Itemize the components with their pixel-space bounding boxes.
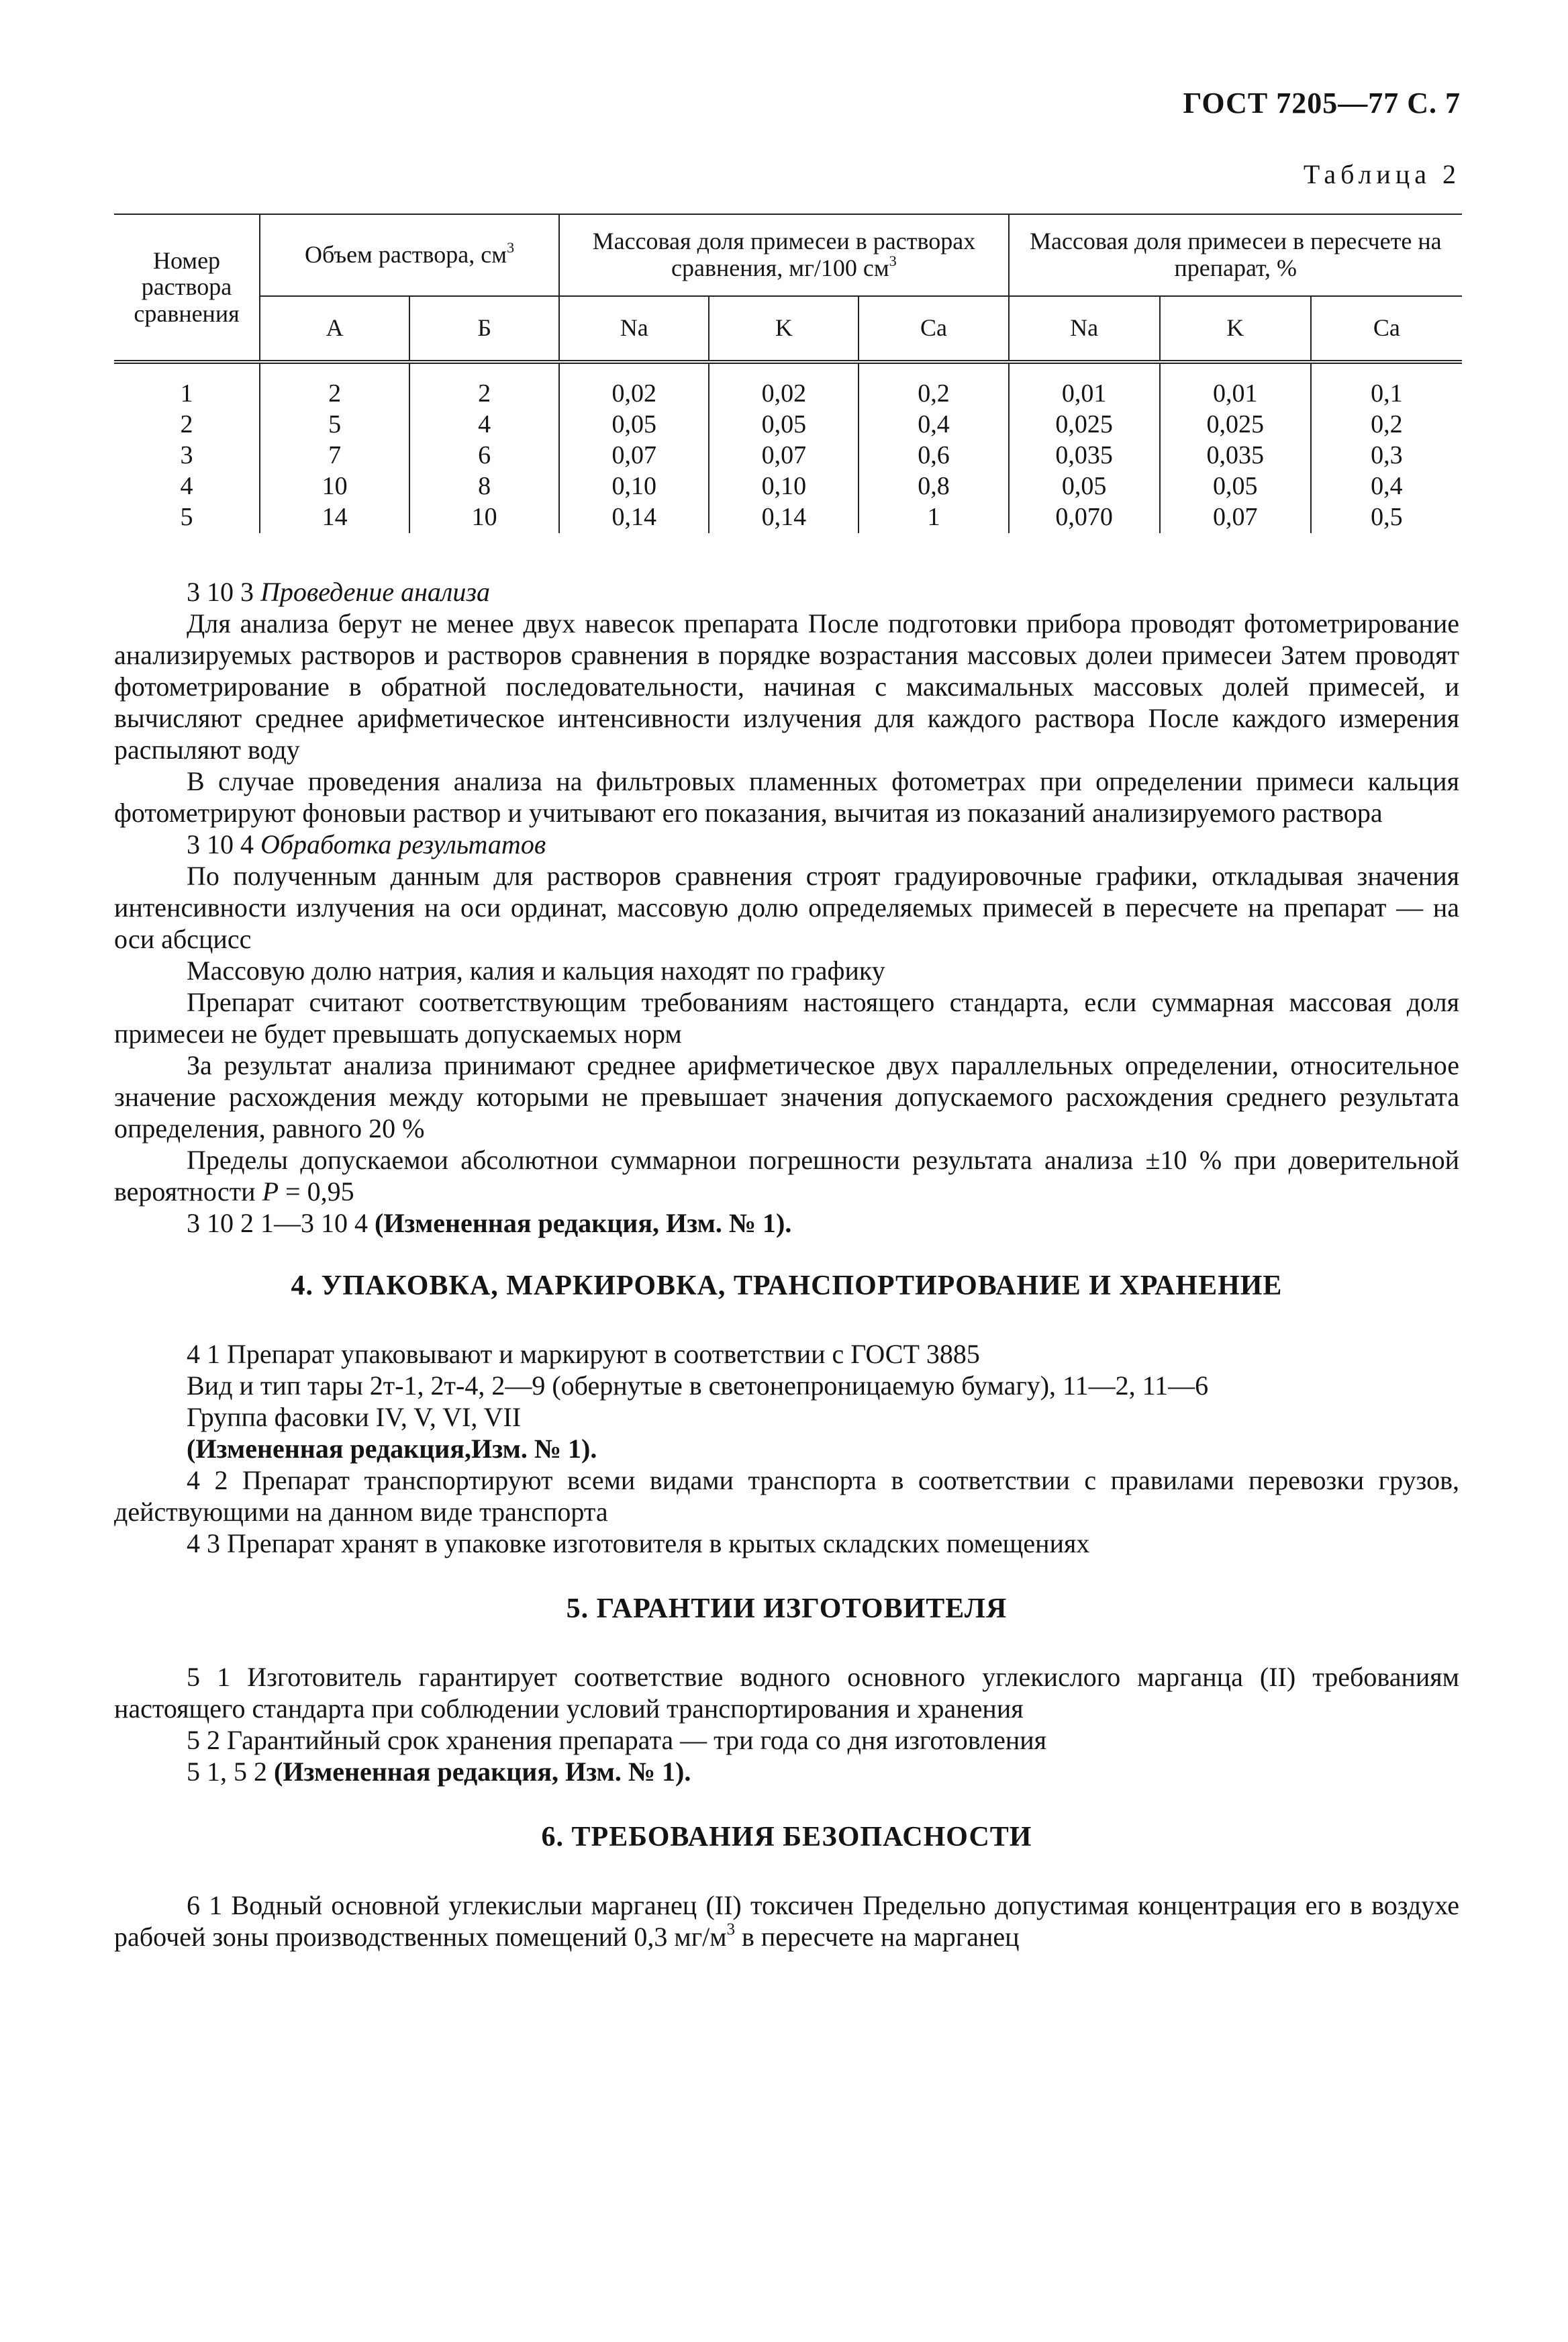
paragraph: 5 1 Изготовитель гарантирует соответствие водного основного углекислого марганца (II) требованиям настоящего стандарта при соблюдении условий транспортирования и хранения [114, 1662, 1459, 1724]
paragraph: 5 2 Гарантийный срок хранения препарата — три года со дня изготовления [187, 1725, 1047, 1755]
table-cell: 4 [114, 471, 260, 502]
table-cell: 0,05 [709, 410, 859, 440]
table-cell: 10 [260, 471, 409, 502]
table-cell: 0,035 [1160, 440, 1311, 471]
subheader-cell: K [709, 296, 859, 362]
table-cell: 0,10 [709, 471, 859, 502]
page-header: ГОСТ 7205—77 С. 7 [1183, 87, 1461, 120]
table-cell: 0,025 [1009, 410, 1160, 440]
subheader-cell: Ca [1311, 296, 1462, 362]
paragraph: По полученным данным для растворов сравнения строят градуировочные графики, откладывая значения интенсивности излучения на оси ординат, массовую долю определяемых примесей в пересчете на препарат — на оси абсцисс [114, 861, 1459, 954]
paragraph: Препарат считают соответствующим требованиям настоящего стандарта, если суммарная массовая доля примесеи не будет превышать допускаемых норм [114, 987, 1459, 1049]
table-cell: 0,035 [1009, 440, 1160, 471]
paragraph: Группа фасовки IV, V, VI, VII [187, 1402, 522, 1432]
table-cell: 0,6 [859, 440, 1008, 471]
table-cell: 6 [409, 440, 559, 471]
table-cell: 3 [114, 440, 260, 471]
subheader-cell: Ca [859, 296, 1008, 362]
paragraph: Массовую долю натрия, калия и кальция находят по графику [187, 955, 885, 986]
paragraph: 4 1 Препарат упаковывают и маркируют в соответствии с ГОСТ 3885 [187, 1339, 980, 1369]
table-cell: 0,01 [1160, 362, 1311, 410]
paragraph: Пределы допускаемои абсолютнои суммарнои погрешности результата анализа ±10 % при доверительной вероятности P = 0,95 [114, 1145, 1459, 1207]
table-body [114, 362, 1462, 533]
table-cell: 4 [409, 410, 559, 440]
table-cell: 0,14 [559, 502, 709, 533]
header-mass-prep: Массовая доля примесеи в пересчете на препарат, % [1009, 214, 1462, 296]
table-cell: 0,1 [1311, 362, 1462, 410]
table-cell: 0,4 [1311, 471, 1462, 502]
paragraph: 4 3 Препарат хранят в упаковке изготовителя в крытых складских помещениях [187, 1528, 1090, 1558]
table-cell: 0,05 [1160, 471, 1311, 502]
subheader-cell: Б [409, 296, 559, 362]
table-cell: 0,2 [1311, 410, 1462, 440]
table-cell: 0,02 [709, 362, 859, 410]
subheader-cell: А [260, 296, 409, 362]
paragraph-edit-note: 3 10 2 1—3 10 4 (Измененная редакция, Изм. № 1). [187, 1208, 792, 1238]
paragraph: 4 2 Препарат транспортируют всеми видами транспорта в соответствии с правилами перевозки грузов, действующими на данном виде транспорта [114, 1465, 1459, 1527]
table-cell: 0,01 [1009, 362, 1160, 410]
paragraph: 6 1 Водный основной углекислыи марганец (II) токсичен Предельно допустимая концентрация его в воздухе рабочей зоны производственных помещений 0,3 $мг/м^3$ в пересчете на марганец [114, 1890, 1459, 1952]
section-title-4: 4. УПАКОВКА, МАРКИРОВКА, ТРАНСПОРТИРОВАНИЕ И ХРАНЕНИЕ [291, 1270, 1283, 1301]
table-cell: 0,14 [709, 502, 859, 533]
paragraph: Для анализа берут не менее двух навесок препарата После подготовки прибора проводят фотометрирование анализируемых растворов и растворов сравнения в порядке возрастания массовых долеи примесеи Затем проводят фотометрирование в обратной последовательности, начиная с максимальных массовых долей примесей, и вычисляют среднее арифметическое интенсивности излучения для каждого раствора После каждого измерения распыляют воду [114, 608, 1459, 765]
table-row [114, 410, 1462, 440]
paragraph-3-10-3: 3 10 3 Проведение анализа [187, 577, 490, 607]
table-cell: 0,07 [559, 440, 709, 471]
text-block [114, 576, 1459, 1953]
table-cell: 0,10 [559, 471, 709, 502]
table-cell: 0,2 [859, 362, 1008, 410]
table-cell: 0,070 [1009, 502, 1160, 533]
table-cell: 0,5 [1311, 502, 1462, 533]
table-cell: 0,07 [709, 440, 859, 471]
table-cell: 0,3 [1311, 440, 1462, 471]
table-cell: 2 [409, 362, 559, 410]
table-row [114, 471, 1462, 502]
paragraph-edit-note: 5 1, 5 2 (Измененная редакция, Изм. № 1). [187, 1756, 691, 1787]
paragraph: В случае проведения анализа на фильтровых пламенных фотометрах при определении примеси кальция фотометрируют фоновыи раствор и учитывают его показания, вычитая из показаний анализируемого раствора [114, 766, 1459, 828]
table-cell: 5 [260, 410, 409, 440]
table-cell: 0,07 [1160, 502, 1311, 533]
subheader-cell: Na [1009, 296, 1160, 362]
table-cell: 0,05 [559, 410, 709, 440]
table-row [114, 362, 1462, 410]
table-cell: 5 [114, 502, 260, 533]
paragraph: За результат анализа принимают среднее арифметическое двух параллельных определении, относительное значение расхождения между которыми не превышает значения допускаемого расхождения среднего результата определения, равного 20 % [114, 1050, 1459, 1143]
table-cell: 0,05 [1009, 471, 1160, 502]
table-cell: 1 [859, 502, 1008, 533]
table-cell: 14 [260, 502, 409, 533]
table-cell: 1 [114, 362, 260, 410]
header-rownum: Номер раствора сравнения [114, 214, 260, 362]
table-cell: 0,02 [559, 362, 709, 410]
table-cell: 2 [114, 410, 260, 440]
subheader-cell: Na [559, 296, 709, 362]
table-cell: 10 [409, 502, 559, 533]
subheader-cell: K [1160, 296, 1311, 362]
header-mass-solutions: Массовая доля примесеи в растворах сравнения, мг/100 $см^3$ [559, 214, 1008, 296]
table-caption: Таблица 2 [1303, 159, 1461, 189]
data-table [114, 214, 1462, 533]
section-title-6: 6. ТРЕБОВАНИЯ БЕЗОПАСНОСТИ [541, 1822, 1032, 1853]
table-cell: 8 [409, 471, 559, 502]
table-cell: 0,025 [1160, 410, 1311, 440]
paragraph: Вид и тип тары 2т-1, 2т-4, 2—9 (обернутые в светонепроницаемую бумагу), 11—2, 11—6 [187, 1370, 1209, 1401]
header-volume: Объем раствора, $см^3$ [260, 214, 559, 296]
table-row [114, 440, 1462, 471]
table-row [114, 502, 1462, 533]
paragraph-3-10-4: 3 10 4 Обработка результатов [187, 829, 546, 859]
paragraph-edit-note: (Измененная редакция,Изм. № 1). [187, 1434, 597, 1464]
table-cell: 0,4 [859, 410, 1008, 440]
table-cell: 7 [260, 440, 409, 471]
table-cell: 2 [260, 362, 409, 410]
table-cell: 0,8 [859, 471, 1008, 502]
section-title-5: 5. ГАРАНТИИ ИЗГОТОВИТЕЛЯ [566, 1593, 1008, 1624]
